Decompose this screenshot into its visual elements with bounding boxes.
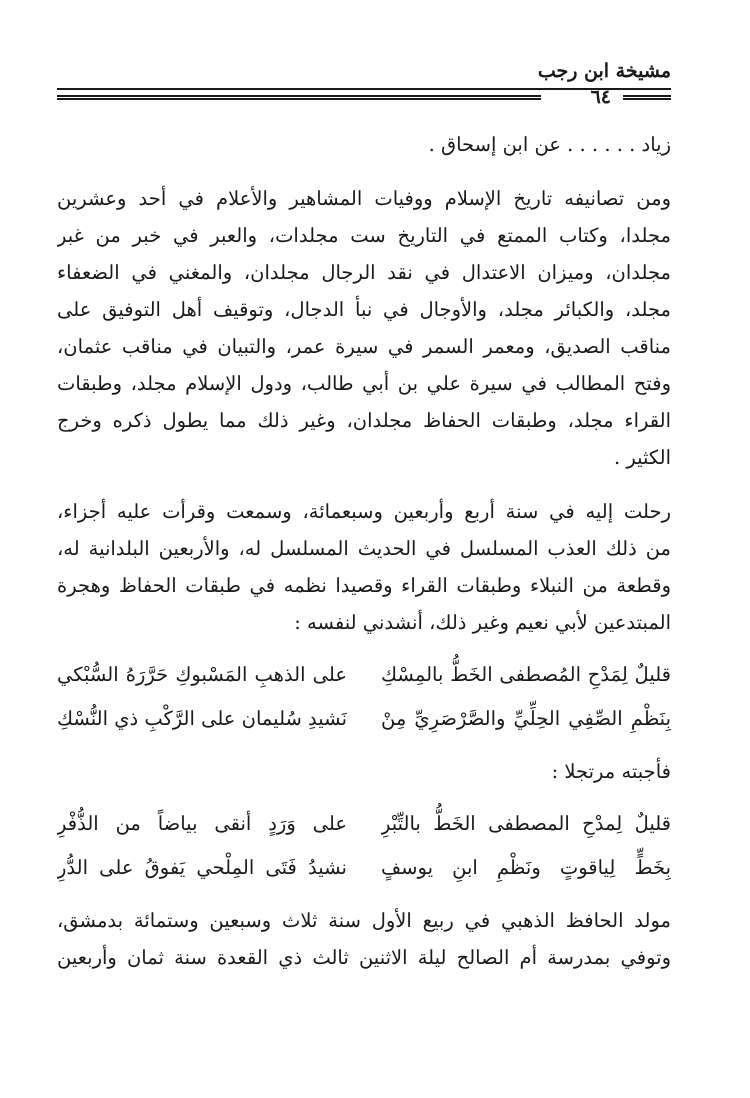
text-line: مجلدان، وميزان الاعتدال في نقد الرجال مجلدان، والمغني في الضعفاء <box>57 261 671 284</box>
poem-verse <box>57 653 671 697</box>
text-line: وتوفي بمدرسة أم الصالح ليلة الاثنين ثالث ذي القعدة سنة ثمان وأربعين <box>57 946 671 969</box>
poem-verse <box>57 846 671 890</box>
running-title: مشيخة ابن رجب <box>537 60 671 82</box>
text-line: رحلت إليه في سنة أربع وأربعين وسبعمائة، وسمعت وقرأت عليه أجزاء، <box>57 500 671 523</box>
paragraph-gap <box>57 476 671 493</box>
page-body <box>57 126 671 976</box>
text-line: مجلد، والكبائر مجلد، والأوجال في نبأ الدجال، وتوقيف أهل التوفيق على <box>57 298 671 321</box>
poem-verse <box>57 802 671 846</box>
verse-first-hemistich: بِنَظْمِ الصِّفِي الحِلِّيِّ والصَّرْصَرِيِّ مِنْ <box>381 707 671 730</box>
verse-second-hemistich: على وَرَدٍ أنقى بياضاً من الذُّفْرِ <box>57 812 347 835</box>
page-header <box>57 60 671 110</box>
verse-first-hemistich: بِخَطٍّ لِياقوتٍ ونَظْمِ ابنِ يوسفٍ <box>381 856 671 879</box>
paragraph-gap <box>57 890 671 902</box>
text-line: مناقب الصديق، ومعمر السمر في سيرة عمر، والتبيان في مناقب عثمان، <box>57 335 671 358</box>
text-line: مجلدا، وكتاب الممتع في التاريخ ست مجلدات، والعبر في خبر من غبر <box>57 224 671 247</box>
verse-first-hemistich: قليلٌ لِمدْحِ المصطفى الخَطُّ بالتِّبْرِ <box>381 812 671 835</box>
verse-second-hemistich: نَشيدِ سُليمان على الرَّكْبِ ذي النُّسْكِ <box>57 707 347 730</box>
text-line: مولد الحافظ الذهبي في ربيع الأول سنة ثلاث وسبعين وستمائة بدمشق، <box>57 909 671 932</box>
header-rule-left <box>57 95 541 100</box>
header-rule-right <box>623 95 671 100</box>
text-line: القراء مجلد، وطبقات الحفاظ مجلدان، وغير ذلك مما يطول ذكره وخرج <box>57 409 671 432</box>
paragraph-gap <box>57 163 671 180</box>
text-line: المبتدعين لأبي نعيم وغير ذلك، أنشدني لنفسه : <box>294 611 671 634</box>
header-rule-top <box>57 88 671 90</box>
text-line: وقطعة من النبلاء وطبقات القراء وقصيدا نظمه في طبقات الحفاظ وهجرة <box>57 574 671 597</box>
verse-second-hemistich: على الذهبِ المَسْبوكِ حَرَّرَهُ السُّبْكي <box>57 663 347 686</box>
text-line: وفتح المطالب في سيرة علي بن أبي طالب، ودول الإسلام مجلد، وطبقات <box>57 372 671 395</box>
paragraph-gap <box>57 741 671 753</box>
paragraph-gap <box>57 641 671 653</box>
text-line: من ذلك العذب المسلسل في الحديث المسلسل له، والأربعين البلدانية له، <box>57 537 671 560</box>
paragraph-gap <box>57 790 671 802</box>
text-line: ومن تصانيفه تاريخ الإسلام ووفيات المشاهير والأعلام في أحد وعشرين <box>57 187 671 210</box>
text-line: الكثير . <box>613 446 671 469</box>
reply-intro: فأجبته مرتجلا : <box>551 760 671 783</box>
verse-first-hemistich: قليلٌ لِمَدْحِ المُصطفى الخَطُّ بالمِسْكِ <box>381 663 671 686</box>
text-line: زياد . . . . . . عن ابن إسحاق . <box>428 133 671 156</box>
poem-verse <box>57 697 671 741</box>
verse-second-hemistich: نشيدُ فَتَى المِلْحي يَفوقُ على الدُّرِ <box>57 856 347 879</box>
page-number: ٦٤ <box>590 86 611 108</box>
